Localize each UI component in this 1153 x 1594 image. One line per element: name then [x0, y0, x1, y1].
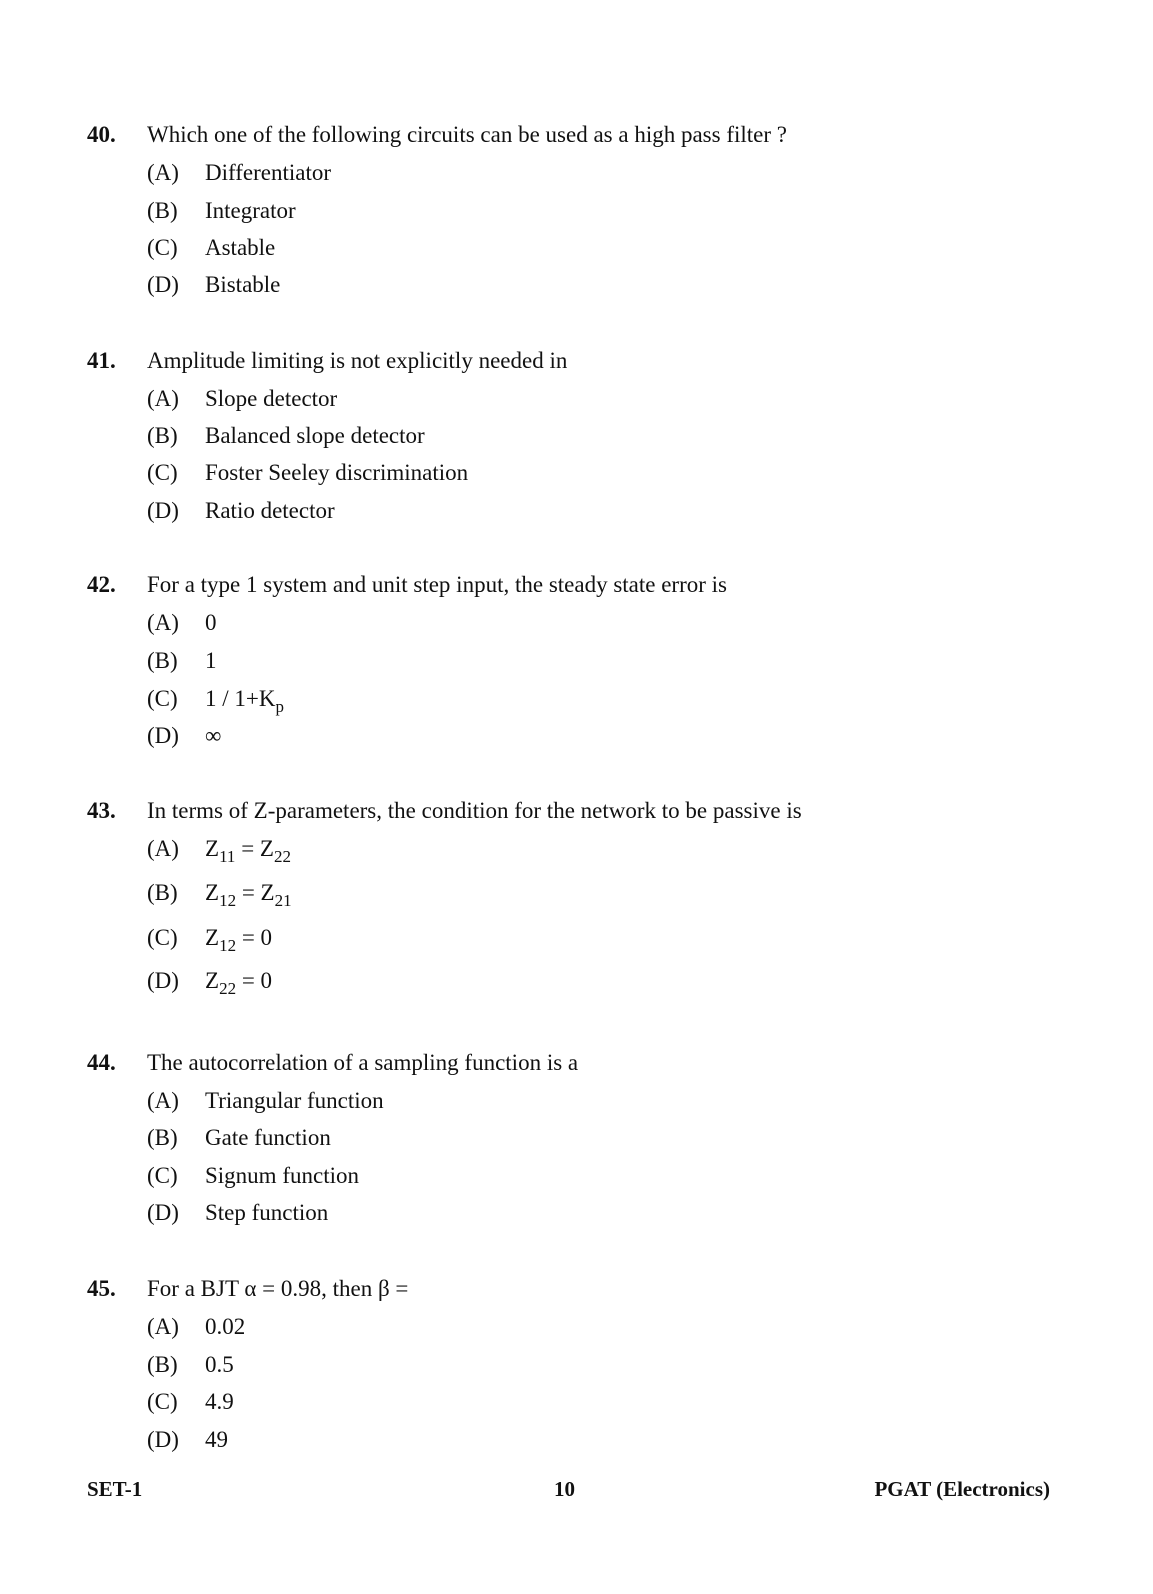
option-letter: (B) [147, 880, 178, 905]
option-text: Foster Seeley discrimination [205, 460, 469, 485]
option-letter: (C) [147, 1163, 178, 1188]
option-text: Bistable [205, 272, 281, 297]
option-letter: (A) [147, 386, 179, 411]
option-letter: (C) [147, 1389, 178, 1414]
option-text: Astable [205, 235, 276, 260]
option-text: Slope detector [205, 386, 338, 411]
option-text [205, 966, 272, 996]
option-text [205, 834, 291, 864]
subscript: 12 [219, 936, 237, 955]
z-symbol: Z [205, 968, 220, 993]
footer-set-label: SET-1 [87, 1477, 143, 1501]
option-letter: (C) [147, 925, 178, 950]
question-number: 45. [87, 1276, 116, 1301]
question-number: 41. [87, 348, 116, 373]
option-text: 0 [205, 610, 217, 635]
z-symbol: Z [259, 836, 274, 861]
option-letter: (D) [147, 1427, 179, 1452]
option-text: Differentiator [205, 160, 332, 185]
z-symbol: Z [205, 836, 220, 861]
z-symbol: Z [205, 925, 220, 950]
question-number: 40. [87, 122, 116, 147]
equals: = 0 [236, 968, 273, 993]
page-number: 10 [554, 1477, 575, 1501]
option-letter: (D) [147, 1200, 179, 1225]
option-letter: (C) [147, 686, 178, 711]
equals: = [235, 836, 260, 861]
question-text: For a BJT α = 0.98, then β = [147, 1276, 409, 1301]
option-letter: (B) [147, 648, 178, 673]
equals: = 0 [236, 925, 273, 950]
option-letter: (B) [147, 198, 178, 223]
option-letter: (A) [147, 1314, 179, 1339]
option-text: 0.5 [205, 1352, 234, 1377]
option-text: Ratio detector [205, 498, 335, 523]
option-letter: (D) [147, 272, 179, 297]
subscript: 11 [219, 847, 236, 866]
option-text [205, 878, 292, 908]
option-text [205, 923, 272, 953]
option-text: 1 [205, 648, 217, 673]
option-text: ∞ [205, 723, 222, 748]
footer-exam-title: PGAT (Electronics) [874, 1477, 1050, 1501]
question-number: 42. [87, 572, 116, 597]
option-letter: (B) [147, 423, 178, 448]
subscript: 22 [273, 847, 291, 866]
option-text-main: 1 / 1+K [205, 686, 276, 711]
option-text: Triangular function [205, 1088, 384, 1113]
option-text: 0.02 [205, 1314, 246, 1339]
question-number: 43. [87, 798, 116, 823]
subscript: p [275, 697, 284, 716]
option-text: Gate function [205, 1125, 331, 1150]
question-text: For a type 1 system and unit step input, the steady state error is [147, 572, 727, 597]
option-letter: (D) [147, 723, 179, 748]
question-number: 44. [87, 1050, 116, 1075]
subscript: 21 [274, 891, 292, 910]
option-letter: (C) [147, 460, 178, 485]
question-text: Which one of the following circuits can be used as a high pass filter ? [147, 122, 787, 147]
option-letter: (C) [147, 235, 178, 260]
option-text: 49 [205, 1427, 228, 1452]
option-letter: (A) [147, 610, 179, 635]
option-text [205, 684, 284, 714]
question-text: The autocorrelation of a sampling function is a [147, 1050, 579, 1075]
z-symbol: Z [205, 880, 220, 905]
option-letter: (D) [147, 968, 179, 993]
option-letter: (B) [147, 1352, 178, 1377]
option-letter: (D) [147, 498, 179, 523]
option-text: 4.9 [205, 1389, 234, 1414]
option-letter: (B) [147, 1125, 178, 1150]
subscript: 22 [219, 979, 237, 998]
option-text: Balanced slope detector [205, 423, 425, 448]
option-text: Step function [205, 1200, 329, 1225]
z-symbol: Z [260, 880, 275, 905]
option-letter: (A) [147, 1088, 179, 1113]
option-text: Integrator [205, 198, 296, 223]
equals: = [236, 880, 261, 905]
option-letter: (A) [147, 160, 179, 185]
question-text: In terms of Z-parameters, the condition for the network to be passive is [147, 798, 802, 823]
option-text: Signum function [205, 1163, 359, 1188]
question-text: Amplitude limiting is not explicitly needed in [147, 348, 568, 373]
option-letter: (A) [147, 836, 179, 861]
subscript: 12 [219, 891, 237, 910]
